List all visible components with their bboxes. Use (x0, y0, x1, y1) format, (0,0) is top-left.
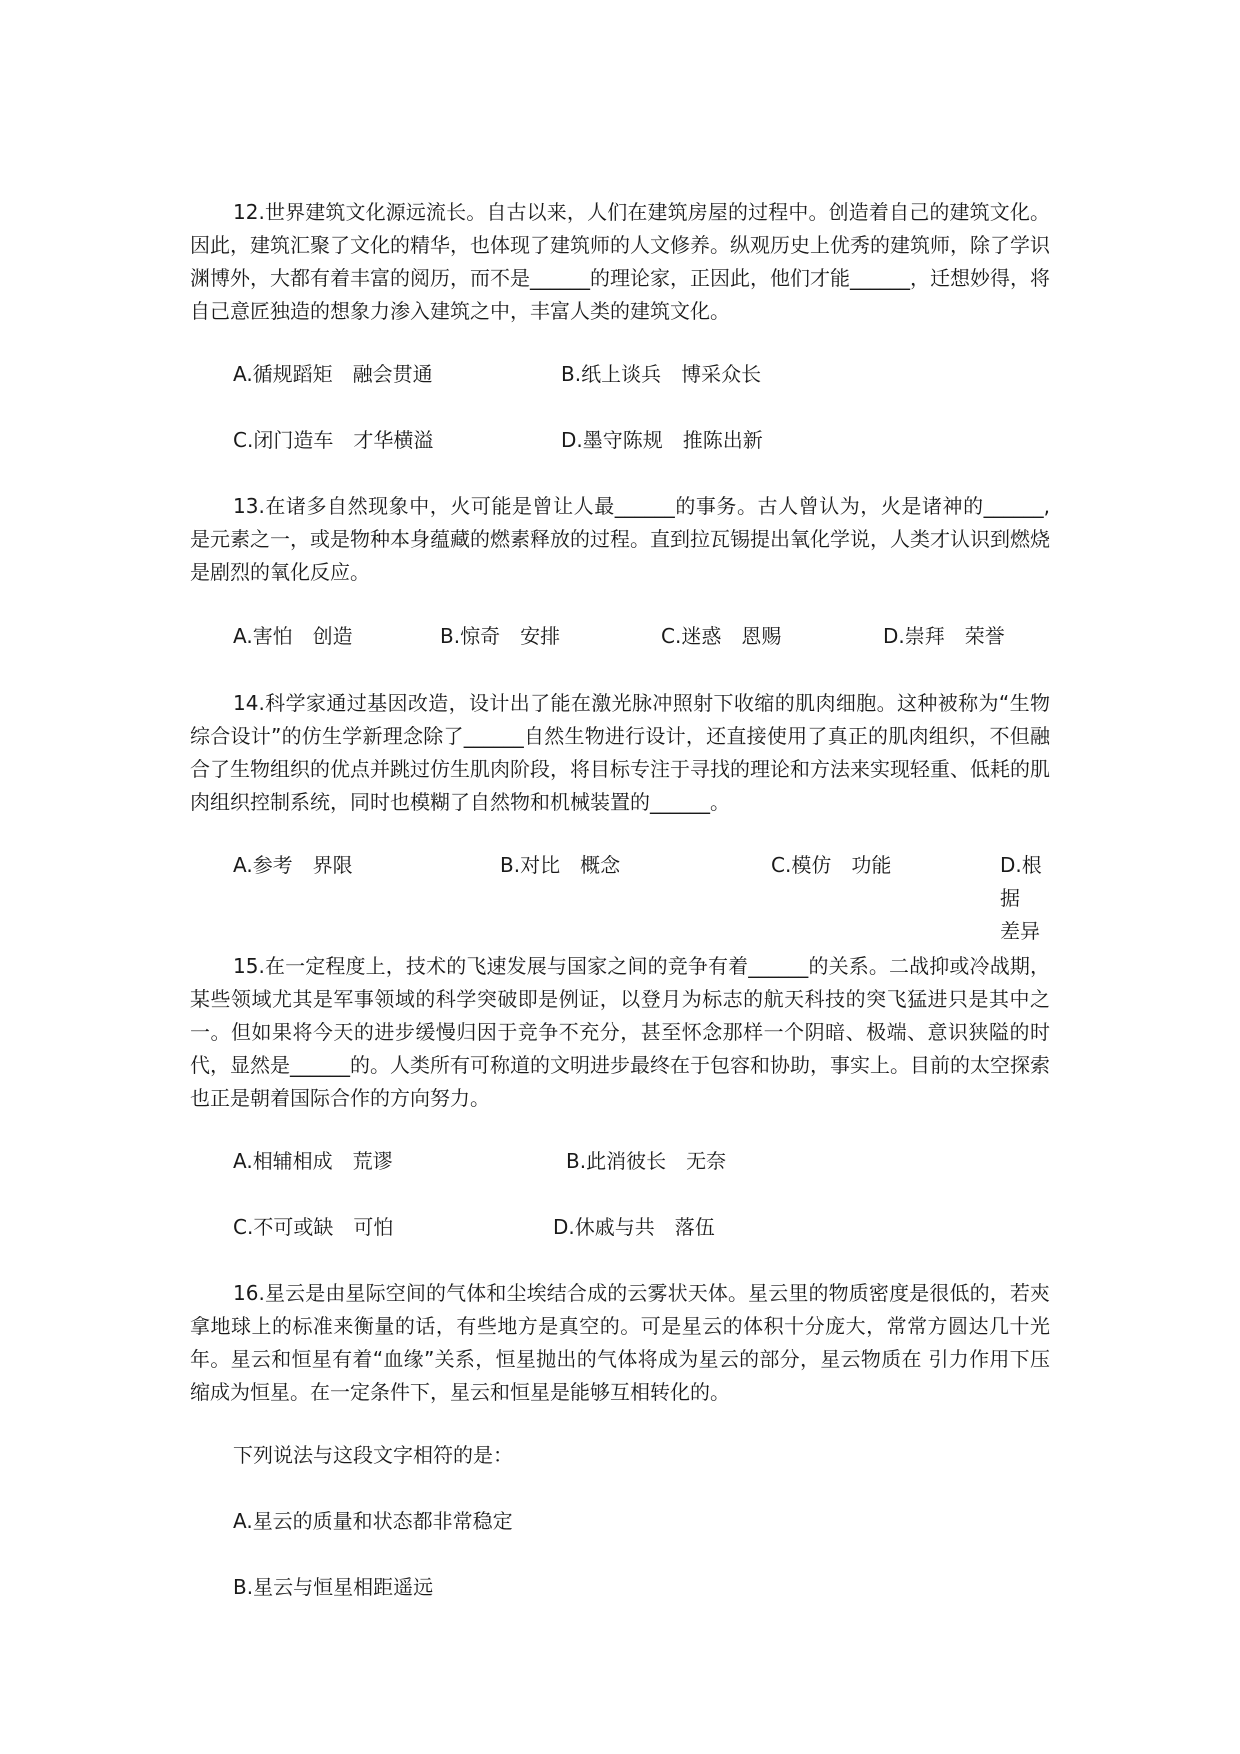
question-16-stem: 16.星云是由星际空间的气体和尘埃结合成的云雾状天体。星云里的物质密度是很低的，若㚒拿地球上的标准来衡量的话，有些地方是真空的。可是星云的体积十分庞大，常常方圆达几十光年。星云和恒星有着“血缘”关系，恒星抛出的气体将成为星云的部分，星云物质在 引力作用下压缩成为恒星。在一定条件下，星云和恒星是能够互相转化的。 (190, 1281, 1050, 1404)
question-14-stem: 14.科学家通过基因改造，设计出了能在激光脉冲照射下收缩的肌肉细胞。这种被称为“生物综合设计”的仿生学新理念除了______自然生物进行设计，还直接使用了真正的肌肉组织，不但融合了生物组织的优点并跳过仿生肌肉阶段，将目标专注于寻找的理论和方法来实现轻重、低耗的肌肉组织控制系统，同时也模糊了自然物和机械装置的______。 (190, 691, 1050, 814)
question-12-options-row-1 (233, 358, 1053, 391)
question-12-option-d: D.墨守陈规 推陈出新 (561, 428, 763, 452)
question-16-prompt: 下列说法与这段文字相符的是： (233, 1443, 513, 1467)
question-15-option-d: D.休戚与共 落伍 (553, 1215, 715, 1239)
question-15-option-a: A.相辅相成 荒谬 (233, 1149, 393, 1173)
question-12-option-c: C.闭门造车 才华横溢 (233, 428, 434, 452)
question-13-option-c: C.迷惑 恩赐 (661, 624, 782, 648)
question-12-option-a: A.循规蹈矩 融会贯通 (233, 362, 433, 386)
question-13-stem: 13.在诸多自然现象中，火可能是曾让人最______的事务。古人曾认为，火是诸神的______,是元素之一，或是物种本身蕴藏的燃素释放的过程。直到拉瓦锡提出氧化学说，人类才认识到燃烧是剧烈的氧化反应。 (190, 494, 1050, 584)
question-12-stem: 12.世界建筑文化源远流长。自古以来，人们在建筑房屋的过程中。创造着自己的建筑文化。因此，建筑汇聚了文化的精华，也体现了建筑师的人文修养。纵观历史上优秀的建筑师，除了学识渊博外，大都有着丰富的阅历，而不是______的理论家，正因此，他们才能______，迁想妙得，将自己意匠独造的想象力渗入建筑之中，丰富人类的建筑文化。 (190, 200, 1050, 323)
question-12-options-row-2 (233, 424, 1053, 457)
question-14-option-b: B.对比 概念 (500, 853, 621, 877)
question-12-option-b: B.纸上谈兵 博采众长 (561, 362, 762, 386)
question-15-option-b: B.此消彼长 无奈 (566, 1149, 727, 1173)
question-14-option-d: D.根据 差异 (1000, 853, 1042, 943)
question-15-options-row-2 (233, 1211, 1053, 1244)
question-16-option-a: A.星云的质量和状态都非常稳定 (233, 1509, 513, 1533)
question-15-option-c: C.不可或缺 可怕 (233, 1215, 394, 1239)
question-16-option-b: B.星云与恒星相距遥远 (233, 1575, 434, 1599)
question-13-options-row (233, 620, 1053, 653)
question-14-options-row (233, 849, 1050, 943)
question-13-option-d: D.崇拜 荣誉 (883, 624, 1005, 648)
question-15-options-row-1 (233, 1145, 1053, 1178)
question-14-option-c: C.模仿 功能 (771, 853, 892, 877)
question-13-option-a: A.害怕 创造 (233, 624, 353, 648)
question-15-stem: 15.在一定程度上，技术的飞速发展与国家之间的竞争有着______的关系。二战抑或冷战期，某些领域尤其是军事领域的科学突破即是例证，以登月为标志的航天科技的突飞猛进只是其中之一。但如果将今天的进步缓慢归因于竞争不充分，甚至怀念那样一个阴暗、极端、意识狭隘的时代，显然是______的。人类所有可称道的文明进步最终在于包容和协助，事实上。目前的太空探索也正是朝着国际合作的方向努力。 (190, 954, 1050, 1110)
question-14-option-a: A.参考 界限 (233, 853, 353, 877)
question-13-option-b: B.惊奇 安排 (440, 624, 561, 648)
